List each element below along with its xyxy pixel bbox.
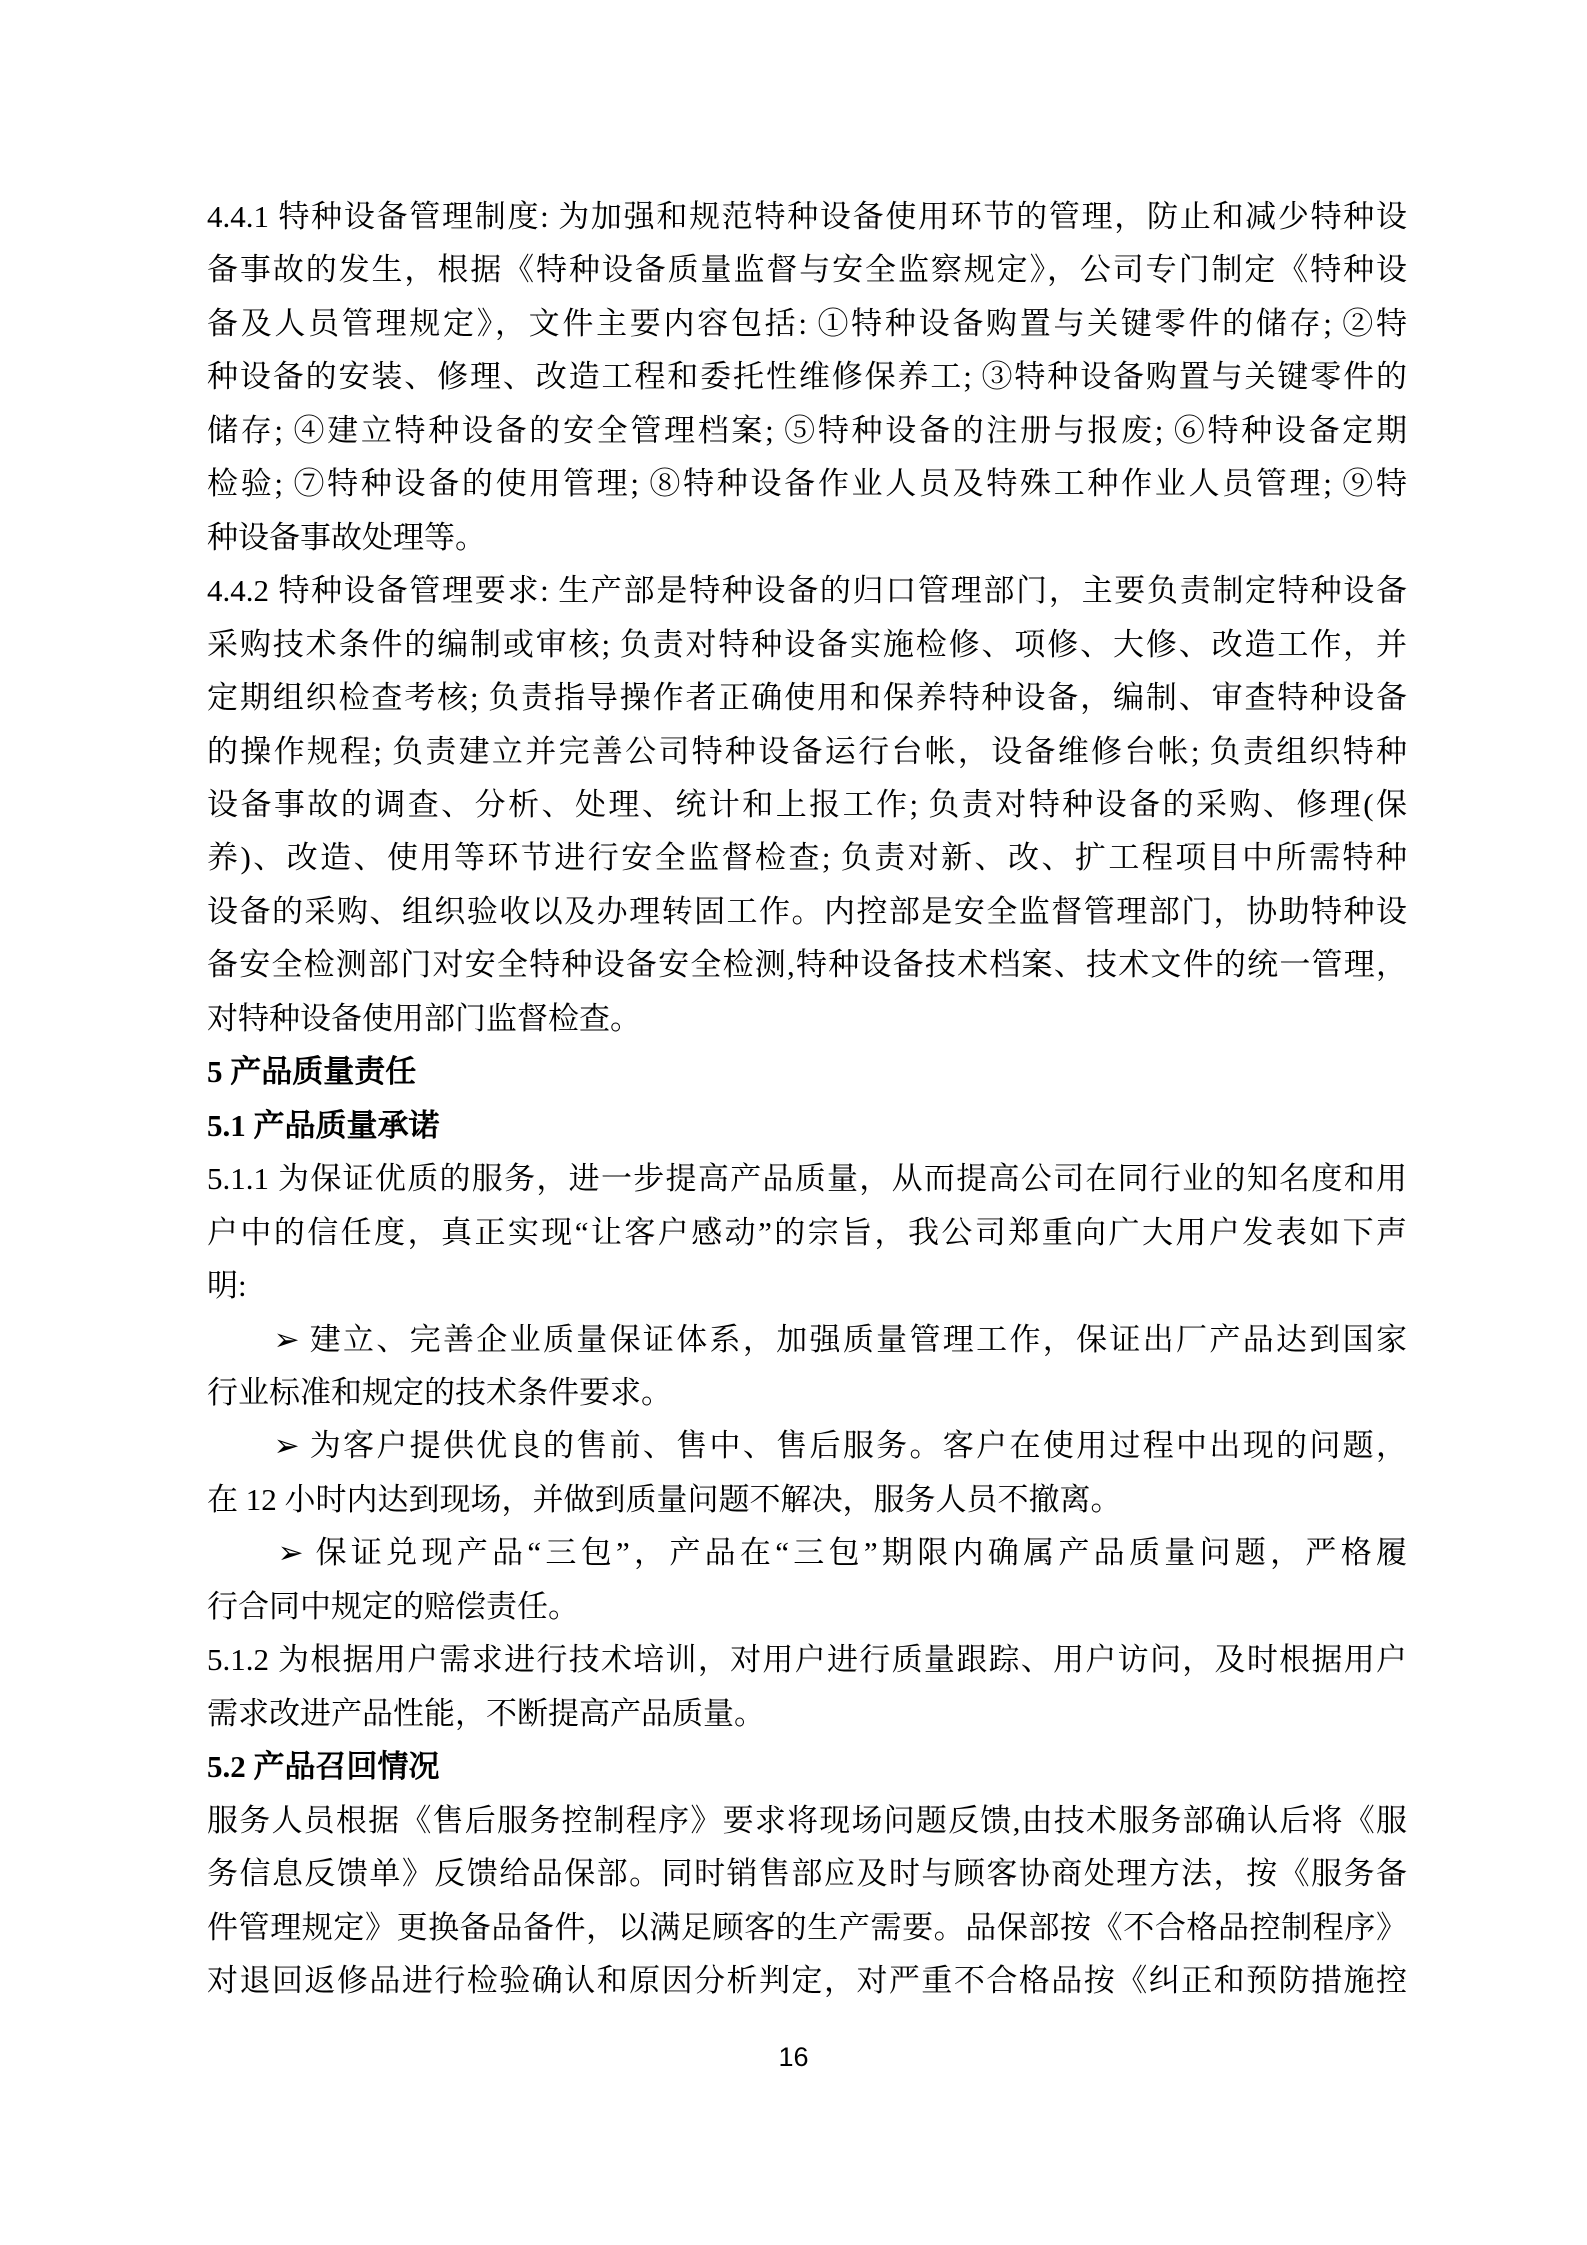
section-heading-5-2 <box>207 1740 1407 1793</box>
text-line: 备安全检测部门对安全特种设备安全检测,特种设备技术档案、技术文件的统一管理， <box>207 947 1407 983</box>
text-line: 备及人员管理规定》，文件主要内容包括: ①特种设备购置与关键零件的储存; ②特 <box>207 305 1407 341</box>
text-line: 4.4.2 特种设备管理要求: 生产部是特种设备的归口管理部门，主要负责制定特种设备 <box>207 573 1407 609</box>
text-line: 在 12 小时内达到现场，并做到质量问题不解决，服务人员不撤离。 <box>207 1481 1122 1517</box>
text-line: 4.4.1 特种设备管理制度: 为加强和规范特种设备使用环节的管理，防止和减少特种设 <box>207 199 1407 234</box>
text-line: 设备事故的调查、分析、处理、统计和上报工作; 负责对特种设备的采购、修理(保 <box>207 786 1407 822</box>
text-line: 对退回返修品进行检验确认和原因分析判定，对严重不合格品按《纠正和预防措施控 <box>207 1962 1407 1998</box>
heading-text: 5.2 产品召回情况 <box>207 1749 440 1785</box>
text-line: 行业标准和规定的技术条件要求。 <box>207 1374 672 1410</box>
text-line: 种设备事故处理等。 <box>207 519 486 555</box>
page-number: 16 <box>778 2042 809 2072</box>
section-heading-5-1 <box>207 1099 1407 1152</box>
text-line: 设备的采购、组织验收以及办理转固工作。内控部是安全监督管理部门，协助特种设 <box>207 893 1407 929</box>
text-line: 户中的信任度，真正实现“让客户感动”的宗旨，我公司郑重向广大用户发表如下声 <box>207 1214 1407 1250</box>
text-line: 的操作规程; 负责建立并完善公司特种设备运行台帐，设备维修台帐; 负责组织特种 <box>207 733 1407 769</box>
text-line: 明: <box>207 1268 247 1304</box>
text-line: 采购技术条件的编制或审核; 负责对特种设备实施检修、项修、大修、改造工作，并 <box>207 626 1407 662</box>
text-line: 种设备的安装、修理、改造工程和委托性维修保养工; ③特种设备购置与关键零件的 <box>207 359 1407 395</box>
bullet-item-quality-system <box>207 1313 1407 1420</box>
text-line: 储存; ④建立特种设备的安全管理档案; ⑤特种设备的注册与报废; ⑥特种设备定期 <box>207 412 1407 448</box>
paragraph-4-4-1 <box>207 190 1407 564</box>
heading-text: 5.1 产品质量承诺 <box>207 1107 440 1143</box>
text-line: 5.1.1 为保证优质的服务，进一步提高产品质量，从而提高公司在同行业的知名度和用 <box>207 1161 1407 1197</box>
bullet-item-warranty <box>207 1526 1407 1633</box>
text-line: 服务人员根据《售后服务控制程序》要求将现场问题反馈,由技术服务部确认后将《服 <box>207 1802 1407 1838</box>
paragraph-5-1-2 <box>207 1633 1407 1740</box>
text-line: 备事故的发生，根据《特种设备质量监督与安全监察规定》，公司专门制定《特种设 <box>207 252 1407 288</box>
paragraph-recall <box>207 1794 1407 2008</box>
text-line: 养)、改造、使用等环节进行安全监督检查; 负责对新、改、扩工程项目中所需特种 <box>207 840 1407 876</box>
text-line: 检验; ⑦特种设备的使用管理; ⑧特种设备作业人员及特殊工种作业人员管理; ⑨特 <box>207 466 1407 502</box>
text-line: 行合同中规定的赔偿责任。 <box>207 1588 579 1624</box>
bullet-item-service <box>207 1419 1407 1526</box>
text-line: 需求改进产品性能，不断提高产品质量。 <box>207 1695 765 1731</box>
text-line: 件管理规定》更换备品备件，以满足顾客的生产需要。品保部按《不合格品控制程序》 <box>207 1909 1407 1945</box>
bullet-line: ➢ 保证兑现产品“三包”，产品在“三包”期限内确属产品质量问题，严格履 <box>207 1535 1407 1571</box>
section-heading-5 <box>207 1045 1407 1098</box>
paragraph-4-4-2 <box>207 564 1407 1045</box>
text-line: 5.1.2 为根据用户需求进行技术培训，对用户进行质量跟踪、用户访问，及时根据用户 <box>207 1642 1407 1678</box>
text-line: 定期组织检查考核; 负责指导操作者正确使用和保养特种设备，编制、审查特种设备 <box>207 680 1407 716</box>
paragraph-5-1-1 <box>207 1152 1407 1312</box>
heading-text: 5 产品质量责任 <box>207 1054 417 1090</box>
text-line: 对特种设备使用部门监督检查。 <box>207 1000 641 1036</box>
text-line: 务信息反馈单》反馈给品保部。同时销售部应及时与顾客协商处理方法，按《服务备 <box>207 1856 1407 1892</box>
bullet-line: ➢ 为客户提供优良的售前、售中、售后服务。客户在使用过程中出现的问题， <box>207 1428 1407 1464</box>
bullet-line: ➢ 建立、完善企业质量保证体系，加强质量管理工作，保证出厂产品达到国家 <box>207 1321 1407 1357</box>
document-body <box>207 190 1407 2007</box>
